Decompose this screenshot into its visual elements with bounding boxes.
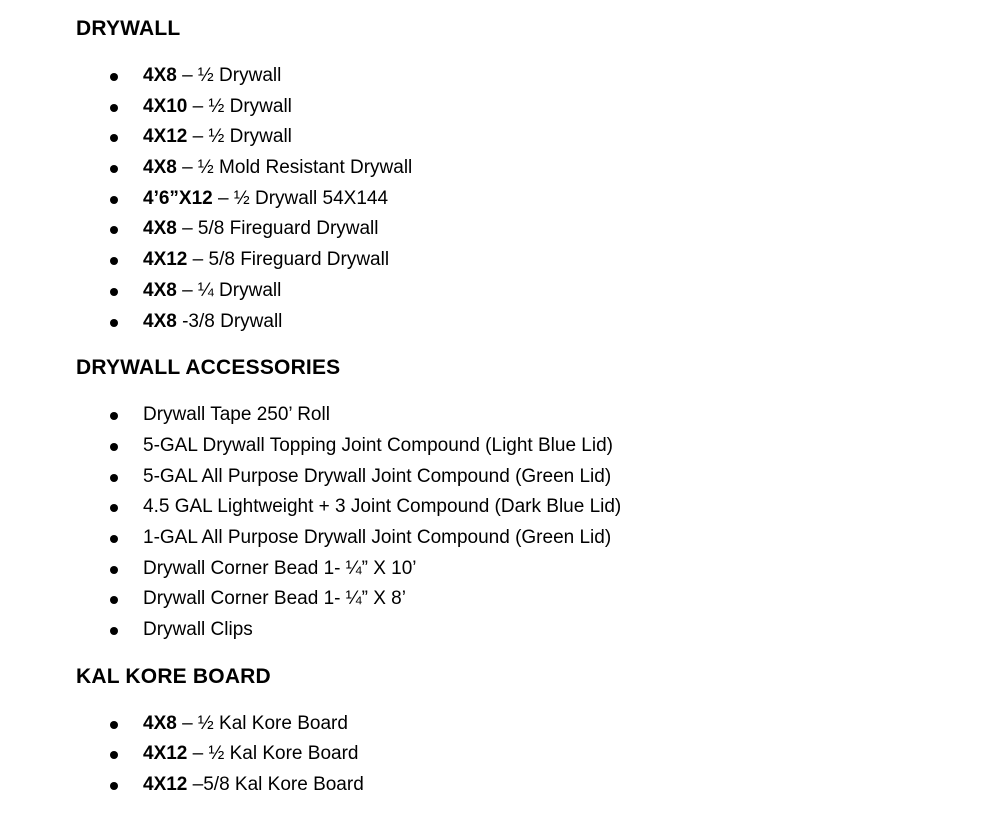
bullet-icon bbox=[110, 134, 118, 142]
bullet-icon bbox=[110, 566, 118, 574]
item-description: Drywall Tape 250’ Roll bbox=[143, 404, 330, 426]
item-size: 4X12 bbox=[143, 126, 188, 148]
section-heading-drywall: DRYWALL bbox=[76, 17, 181, 40]
bullet-icon bbox=[110, 782, 118, 790]
item-description: 5-GAL Drywall Topping Joint Compound (Light Blue Lid) bbox=[143, 434, 613, 456]
item-description: Drywall Clips bbox=[143, 619, 253, 640]
item-size: 4X12 bbox=[143, 743, 188, 765]
list-item bbox=[76, 245, 976, 276]
item-size: 4X8 bbox=[143, 310, 177, 332]
item-size: 4X8 bbox=[143, 218, 177, 240]
bullet-icon bbox=[110, 412, 118, 420]
list-item bbox=[76, 523, 976, 554]
list-item bbox=[76, 709, 976, 740]
list-item bbox=[76, 92, 976, 123]
bullet-icon bbox=[110, 165, 118, 173]
item-size: 4X12 bbox=[143, 249, 188, 271]
list-item bbox=[76, 739, 976, 770]
list-item bbox=[76, 122, 976, 153]
item-size: 4X8 bbox=[143, 279, 177, 301]
item-description: Drywall Corner Bead 1- ¼” X 10’ bbox=[143, 557, 417, 579]
bullet-icon bbox=[110, 319, 118, 327]
item-description: – ½ Kal Kore Board bbox=[187, 743, 359, 765]
item-description: 1-GAL All Purpose Drywall Joint Compound (Green Lid) bbox=[143, 526, 612, 548]
item-description: 5-GAL All Purpose Drywall Joint Compound (Green Lid) bbox=[143, 465, 612, 487]
bullet-icon bbox=[110, 226, 118, 234]
item-description: – ½ Drywall bbox=[187, 95, 292, 117]
bullet-icon bbox=[110, 443, 118, 451]
item-size: 4X10 bbox=[143, 95, 188, 117]
item-description: -3/8 Drywall bbox=[176, 310, 283, 332]
list-item bbox=[76, 184, 976, 215]
list-item bbox=[76, 431, 976, 462]
item-description: – ¼ Drywall bbox=[176, 279, 282, 301]
bullet-icon bbox=[110, 627, 118, 635]
item-description: – ½ Drywall 54X144 bbox=[212, 187, 389, 209]
bullet-icon bbox=[110, 196, 118, 204]
item-description: –5/8 Kal Kore Board bbox=[187, 774, 364, 796]
item-size: 4X8 bbox=[143, 65, 177, 86]
section-heading-kal-kore-board: KAL KORE BOARD bbox=[76, 664, 271, 688]
item-description: – 5/8 Fireguard Drywall bbox=[187, 249, 390, 271]
drywall-accessories-list bbox=[76, 400, 976, 646]
drywall-list bbox=[76, 61, 976, 337]
item-description: – ½ Drywall bbox=[176, 65, 282, 86]
item-description: – ½ Mold Resistant Drywall bbox=[176, 157, 413, 179]
list-item bbox=[76, 462, 976, 493]
list-item bbox=[76, 584, 976, 615]
bullet-icon bbox=[110, 751, 118, 759]
list-item bbox=[76, 307, 976, 338]
list-item bbox=[76, 770, 976, 801]
list-item bbox=[76, 554, 976, 585]
bullet-icon bbox=[110, 73, 118, 81]
list-item bbox=[76, 492, 976, 523]
bullet-icon bbox=[110, 721, 118, 729]
bullet-icon bbox=[110, 104, 118, 112]
item-description: Drywall Corner Bead 1- ¼” X 8’ bbox=[143, 588, 406, 610]
list-item bbox=[76, 214, 976, 245]
item-size: 4’6”X12 bbox=[143, 187, 213, 209]
bullet-icon bbox=[110, 257, 118, 265]
list-item bbox=[76, 153, 976, 184]
item-size: 4X8 bbox=[143, 157, 177, 179]
list-item bbox=[76, 276, 976, 307]
bullet-icon bbox=[110, 288, 118, 296]
bullet-icon bbox=[110, 535, 118, 543]
bullet-icon bbox=[110, 504, 118, 512]
list-item bbox=[76, 400, 976, 431]
item-size: 4X12 bbox=[143, 774, 188, 796]
section-heading-drywall-accessories: DRYWALL ACCESSORIES bbox=[76, 356, 341, 380]
item-description: – ½ Drywall bbox=[187, 126, 292, 148]
item-description: – ½ Kal Kore Board bbox=[176, 712, 348, 734]
kal-kore-board-list bbox=[76, 709, 976, 801]
bullet-icon bbox=[110, 596, 118, 604]
document-body bbox=[76, 14, 976, 817]
list-item bbox=[76, 61, 976, 92]
item-size: 4X8 bbox=[143, 712, 177, 734]
list-item bbox=[76, 615, 976, 646]
item-description: – 5/8 Fireguard Drywall bbox=[176, 218, 379, 240]
item-description: 4.5 GAL Lightweight + 3 Joint Compound (Dark Blue Lid) bbox=[143, 496, 622, 518]
bullet-icon bbox=[110, 474, 118, 482]
